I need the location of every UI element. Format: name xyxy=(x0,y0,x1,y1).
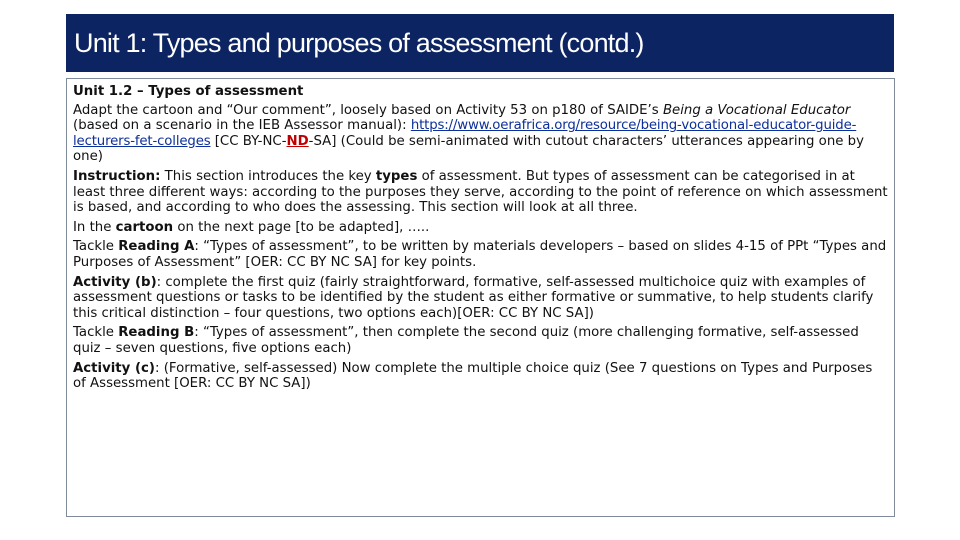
oerafrica-link[interactable]: https://www.oerafrica.org/resource/being-vocational-educator-guide-lecturers-fet-colleges xyxy=(73,118,857,149)
section-heading-text: Unit 1.2 – Types of assessment xyxy=(73,84,304,99)
instruction-label: Instruction: xyxy=(73,168,161,184)
activity-c-paragraph xyxy=(73,361,888,392)
cartoon-text-1: In the xyxy=(73,219,116,235)
cartoon-text-2: on the next page [to be adapted], ….. xyxy=(173,219,430,235)
activity-b-paragraph xyxy=(73,275,888,322)
reading-a-paragraph xyxy=(73,239,888,270)
book-title: Being a Vocational Educator xyxy=(662,102,851,118)
reading-b-paragraph xyxy=(73,325,888,356)
nd-highlight: ND xyxy=(286,133,309,149)
title-bar xyxy=(66,14,894,72)
reading-a-label: Reading A xyxy=(118,239,195,255)
instruction-text-1: This section introduces the key xyxy=(160,168,376,184)
adapt-text-1: Adapt the cartoon and “Our comment”, loosely based on Activity 53 on p180 of SAIDE’s xyxy=(73,102,663,118)
activity-b-label-1: Activity ( xyxy=(73,274,142,290)
reading-a-text-1: Tackle xyxy=(73,239,119,255)
slide-title: Unit 1: Types and purposes of assessment (contd.) xyxy=(74,27,644,58)
cartoon-word: cartoon xyxy=(115,219,174,235)
adapt-text-2: (based on a scenario in the IEB Assessor manual): xyxy=(73,118,411,134)
adapt-text-3: [CC BY-NC- xyxy=(210,133,287,149)
adapt-paragraph xyxy=(73,103,888,165)
reading-b-text-1: Tackle xyxy=(73,325,119,341)
reading-a-text-2: : “Types of assessment”, to be written by materials developers – based on slides 4-15 of PPt “Types and Purposes of Assessment” [OER: CC BY NC SA] for key points. xyxy=(73,239,887,270)
types-word: types xyxy=(375,168,418,184)
activity-b-text: : complete the first quiz (fairly straightforward, formative, self-assessed multichoice quiz with examples of assessment questions or tasks to be identified by the student as either formative or summative, to help students clarify this critical distinction – four questions, two options each)[OER: CC BY NC SA]) xyxy=(73,274,874,321)
activity-c-text: : (Formative, self-assessed) Now complete the multiple choice quiz (See 7 questions on Types and Purposes of Assessment [OER: CC BY NC SA]) xyxy=(73,360,873,392)
instruction-paragraph xyxy=(73,169,888,216)
section-heading xyxy=(73,84,888,100)
adapt-text-4: -SA] (Could be semi-animated with cutout characters’ utterances appearing one by one) xyxy=(73,133,864,165)
content-box xyxy=(66,78,895,517)
activity-b-label-2: ) xyxy=(150,274,157,290)
activity-c-label: Activity (c) xyxy=(73,360,156,376)
reading-b-text-2: : “Types of assessment”, then complete the second quiz (more challenging formative, self-assessed quiz – seven questions, five options each) xyxy=(73,325,859,356)
reading-b-label: Reading B xyxy=(118,325,195,341)
activity-b-letter: b xyxy=(141,274,151,290)
instruction-text-2: of assessment. But types of assessment can be categorised in at least three different ways: according to the purposes they serve, according to the point of reference on which assessment is based, and according to who does the assessing. This section will look at all three. xyxy=(73,168,888,216)
cartoon-paragraph xyxy=(73,220,888,236)
